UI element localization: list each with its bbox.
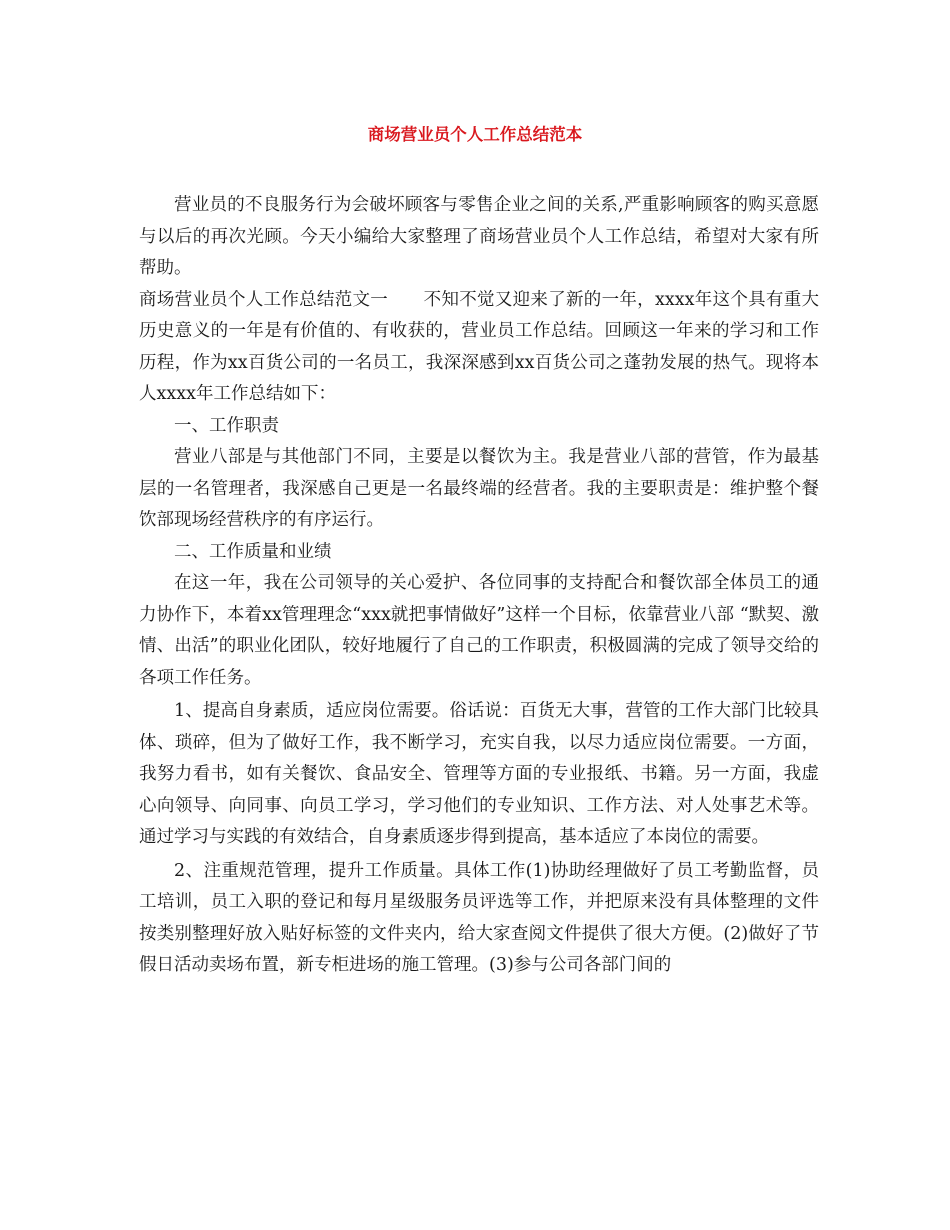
point-two-paragraph: 2、注重规范管理，提升工作质量。具体工作(1)协助经理做好了员工考勤监督，员工培训，员工入职的登记和每月星级服务员评选等工作，并把原来没有具体整理的文件按类别整理好放入贴好标签的文件夹内，给大家查阅文件提供了很大方便。(2)做好了节假日活动卖场布置，新专柜进场的施工管理。(3)参与公司各部门间的 (139, 860, 819, 975)
document-title: 商场营业员个人工作总结范本 (367, 125, 583, 144)
point-one-paragraph: 1、提高自身素质，适应岗位需要。俗话说：百货无大事，营管的工作大部门比较具体、琐碎，但为了做好工作，我不断学习，充实自我，以尽力适应岗位需要。一方面，我努力看书，如有关餐饮、食品安全、管理等方面的专业报纸、书籍。另一方面，我虚心向领导、向同事、向员工学习，学习他们的专业知识、工作方法、对人处事艺术等。通过学习与实践的有效结合，自身素质逐步得到提高，基本适应了本岗位的需要。 (139, 701, 819, 847)
document-body (139, 190, 819, 982)
sample-one-paragraph: 商场营业员个人工作总结范文一 不知不觉又迎来了新的一年，xxxx年这个具有重大历史意义的一年是有价值的、有收获的，营业员工作总结。回顾这一年来的学习和工作历程，作为xx百货公司的一名员工，我深深感到xx百货公司之蓬勃发展的热气。现将本人xxxx年工作总结如下： (139, 289, 819, 404)
quality-paragraph: 在这一年，我在公司领导的关心爱护、各位同事的支持配合和餐饮部全体员工的通力协作下，本着xx管理理念“xxx就把事情做好”这样一个目标，依靠营业八部 “默契、激情、出活”的职业化团队，较好地履行了自己的工作职责，积极圆满的完成了领导交给的各项工作任务。 (139, 573, 819, 688)
duties-paragraph: 营业八部是与其他部门不同，主要是以餐饮为主。我是营业八部的营管，作为最基层的一名管理者，我深感自己更是一名最终端的经营者。我的主要职责是：维护整个餐饮部现场经营秩序的有序运行。 (139, 447, 819, 530)
intro-paragraph: 营业员的不良服务行为会破坏顾客与零售企业之间的关系,严重影响顾客的购买意愿与以后的再次光顾。今天小编给大家整理了商场营业员个人工作总结，希望对大家有所帮助。 (139, 195, 819, 278)
section-heading-quality: 二、工作质量和业绩 (174, 541, 332, 562)
section-heading-duties: 一、工作职责 (174, 415, 279, 436)
